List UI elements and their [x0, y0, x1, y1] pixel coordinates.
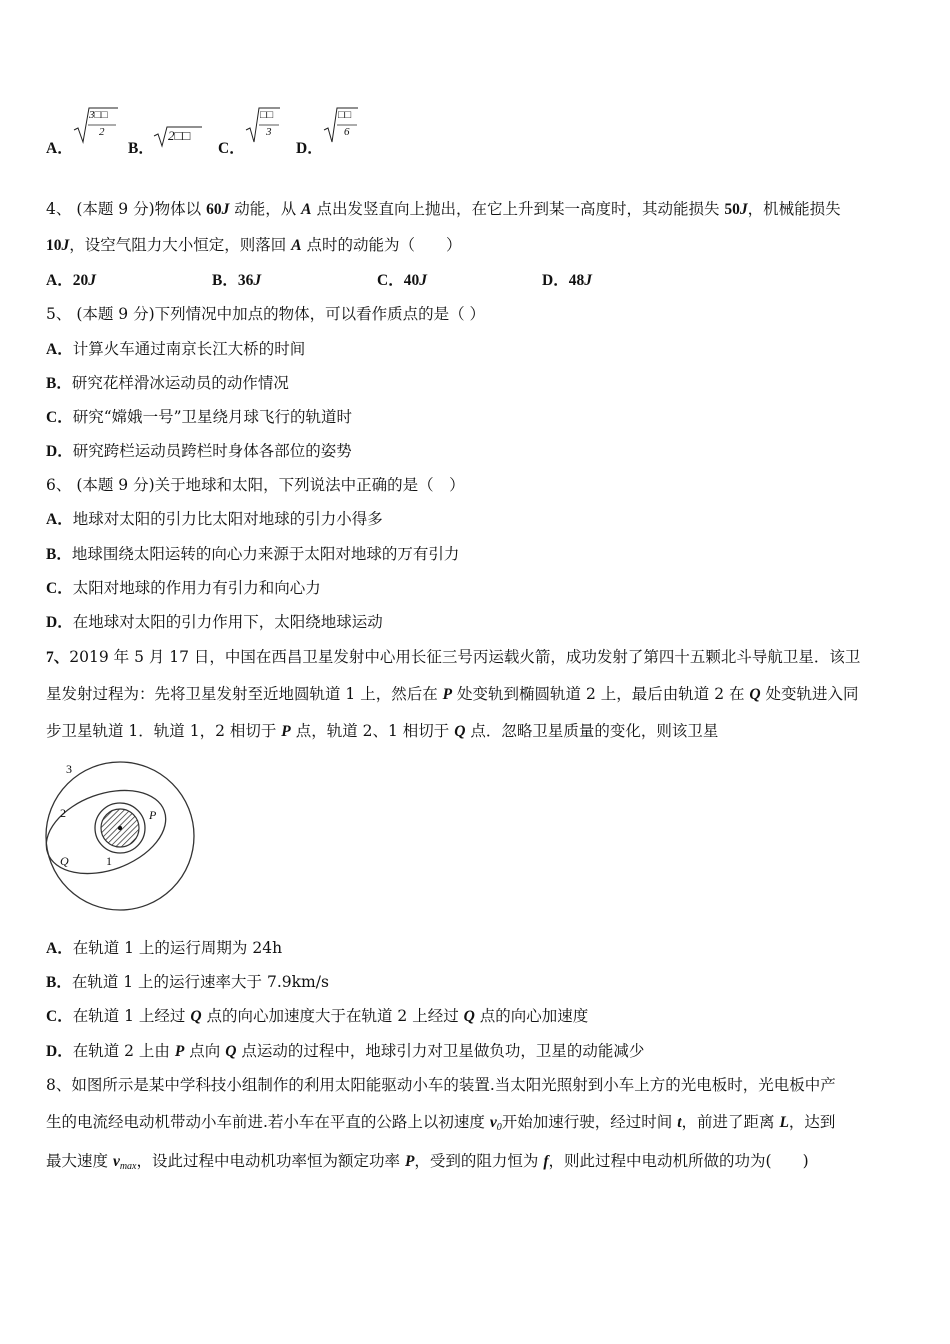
q6-option-b[interactable]: B．地球围绕太阳运转的向心力来源于太阳对地球的万有引力: [46, 545, 460, 563]
orbit-label-1: 1: [106, 854, 112, 868]
orbit-diagram: [40, 758, 200, 918]
q6-option-a[interactable]: A．地球对太阳的引力比太阳对地球的引力小得多: [46, 510, 383, 528]
q5-option-b[interactable]: B．研究花样滑冰运动员的动作情况: [46, 374, 289, 392]
q4-option-a[interactable]: A．20J: [46, 272, 96, 289]
q8-line-2: 生的电流经电动机带动小车前进.若小车在平直的公路上以初速度 $v_0$开始加速行驶，经过时间 t，前进了距离 L，达到: [46, 1113, 836, 1133]
q7-line-3: 步卫星轨道 1．轨道 1，2 相切于 P 点，轨道 2、1 相切于 Q 点．忽略卫星质量的变化，则该卫星: [46, 722, 719, 740]
orbit-label-p: P: [149, 808, 157, 822]
orbit-figure: [40, 758, 200, 918]
q7-option-b[interactable]: B．在轨道 1 上的运行速率大于 7.9km/s: [46, 973, 329, 991]
q6-option-c[interactable]: C．太阳对地球的作用力有引力和向心力: [46, 579, 321, 597]
q4-option-c[interactable]: C．40J: [377, 272, 427, 289]
orbit-label-2: 2: [60, 806, 66, 820]
q6-option-d[interactable]: D．在地球对太阳的引力作用下，太阳绕地球运动: [46, 613, 383, 631]
q7-option-d[interactable]: D．在轨道 2 上由 P 点向 Q 点运动的过程中，地球引力对卫星做负功，卫星的动能减少: [46, 1042, 645, 1060]
q5-option-c[interactable]: C．研究“嫦娥一号”卫星绕月球飞行的轨道时: [46, 408, 353, 426]
q7-option-c[interactable]: C．在轨道 1 上经过 Q 点的向心加速度大于在轨道 2 上经过 Q 点的向心加速度: [46, 1007, 589, 1025]
q8-line-1: 8、如图所示是某中学科技小组制作的利用太阳能驱动小车的装置.当太阳光照射到小车上方的光电板时，光电板中产: [46, 1076, 836, 1094]
q3-option-d-label: D．: [296, 140, 323, 157]
q3-option-a-expr: 3□□ 2: [72, 104, 120, 150]
orbit-label-q: Q: [60, 854, 69, 868]
q3-option-c-expr: □□ 3: [244, 104, 284, 150]
q5-stem: 5、 (本题 9 分)下列情况中加点的物体，可以看作质点的是（ ）: [46, 305, 486, 323]
q3-option-b-label: B．: [128, 140, 154, 157]
q5-option-a[interactable]: A．计算火车通过南京长江大桥的时间: [46, 340, 306, 358]
q7-option-a[interactable]: A．在轨道 1 上的运行周期为 24h: [46, 939, 283, 957]
q7-line-2: 星发射过程为：先将卫星发射至近地圆轨道 1 上，然后在 P 处变轨到椭圆轨道 2 上，最后由轨道 2 在 Q 处变轨进入同: [46, 685, 859, 703]
q4-line-2: 10J，设空气阻力大小恒定，则落回 A 点时的动能为（ ）: [46, 236, 462, 254]
q8-line-3: 最大速度 $v_{max}$，设此过程中电动机功率恒为额定功率 P，受到的阻力恒为 f，则此过程中电动机所做的功为( ): [46, 1152, 809, 1172]
q5-option-d[interactable]: D．研究跨栏运动员跨栏时身体各部位的姿势: [46, 442, 352, 460]
q7-line-1: 7、2019 年 5 月 17 日，中国在西昌卫星发射中心用长征三号丙运载火箭，成功发射了第四十五颗北斗导航卫星．该卫: [46, 648, 861, 666]
q6-stem: 6、 (本题 9 分)关于地球和太阳，下列说法中正确的是（ ）: [46, 476, 465, 494]
q4-option-b[interactable]: B．36J: [212, 272, 262, 289]
earth-center-dot: [118, 826, 122, 830]
q3-option-a-label: A．: [46, 140, 73, 157]
orbit-label-3: 3: [66, 762, 72, 776]
q3-option-b-expr: 2□□: [152, 124, 204, 152]
q4-option-d[interactable]: D．48J: [542, 272, 592, 289]
q4-line-1: 4、 (本题 9 分)物体以 60J 动能，从 A 点出发竖直向上抛出，在它上升到某一高度时，其动能损失 50J，机械能损失: [46, 200, 841, 218]
q3-option-c-label: C．: [218, 140, 245, 157]
q3-option-d-expr: □□ 6: [322, 104, 362, 150]
